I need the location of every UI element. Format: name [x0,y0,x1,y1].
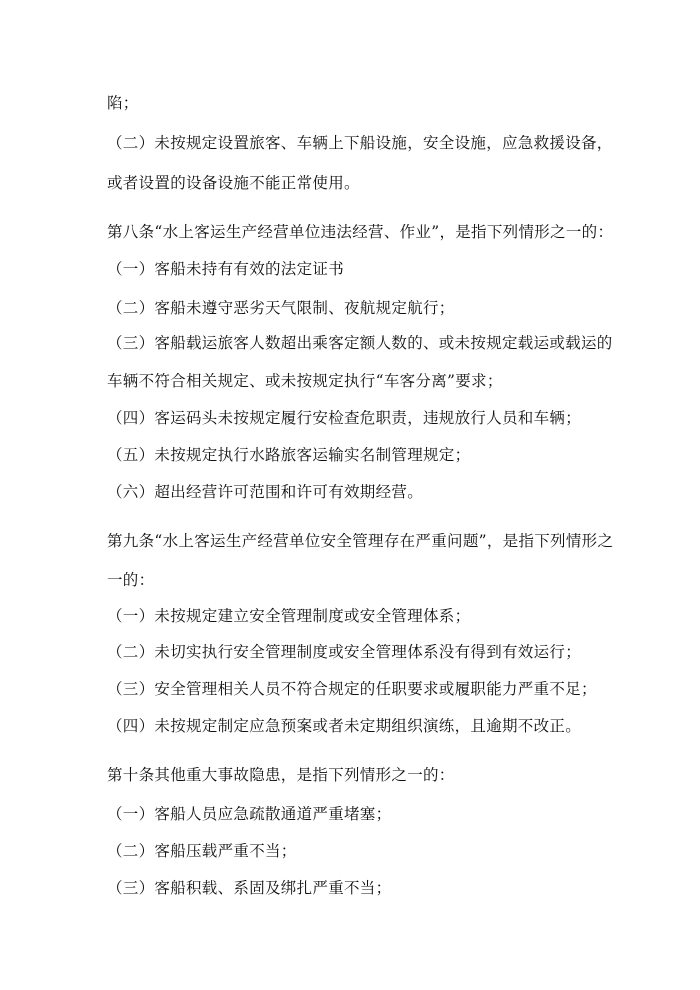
text-line-item: 一的： [107,571,155,589]
text-line-item: （二）未按规定设置旅客、车辆上下船设施，安全设施，应急救援设备， [107,134,613,152]
article-10-heading: 第十条其他重大事故隐患，是指下列情形之一的： [107,766,455,784]
text-line-item: （一）未按规定建立安全管理制度或安全管理体系； [107,607,471,625]
article-8-heading: 第八条“水上客运生产经营单位违法经营、作业”，是指下列情形之一的： [107,223,614,241]
text-line-item: （三）安全管理相关人员不符合规定的任职要求或履职能力严重不足； [107,680,597,698]
text-line-item: （五）未按规定执行水路旅客运输实名制管理规定； [107,446,471,464]
text-line-item: （三）客船载运旅客人数超出乘客定额人数的、或未按规定载运或载运的 [107,334,613,352]
text-line-item: （一）客船未持有有效的法定证书 [107,260,345,278]
text-line-item: （四）客运码头未按规定履行安检查危职责，违规放行人员和车辆； [107,409,582,427]
article-9-heading: 第九条“水上客运生产经营单位安全管理存在严重问题”，是指下列情形之 [107,532,614,550]
text-line-item: （三）客船积载、系固及绑扎严重不当； [107,879,392,897]
text-line-item: （二）未切实执行安全管理制度或安全管理体系没有得到有效运行； [107,643,582,661]
text-line-item: 或者设置的设备设施不能正常使用。 [107,174,360,192]
text-line-item: （一）客船人员应急疏散通道严重堵塞； [107,805,392,823]
text-line-item: 车辆不符合相关规定、或未按规定执行“车客分离”要求； [107,372,503,390]
text-line-item: （四）未按规定制定应急预案或者未定期组织演练，且逾期不改正。 [107,717,582,735]
text-line-item: （二）客船未遵守恶劣天气限制、夜航规定航行； [107,299,455,317]
text-line-item: （六）超出经营许可范围和许可有效期经营。 [107,483,424,501]
text-line-item: （二）客船压载严重不当； [107,842,297,860]
text-line-continuation: 陷； [107,94,139,112]
